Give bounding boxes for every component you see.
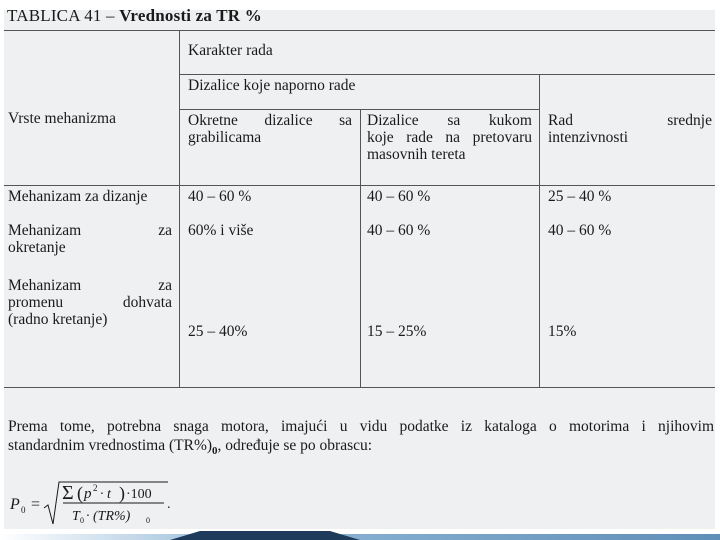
row-dohvat-name xyxy=(8,277,172,328)
formula-sum: Σ xyxy=(62,482,74,504)
row-okretanje-rad: 40 – 60 % xyxy=(548,222,612,239)
subheader-rad-line2: intenzivnosti xyxy=(548,129,629,146)
formula-den-T: T xyxy=(72,509,80,524)
formula-lhs-sub: 0 xyxy=(21,505,26,515)
subheader-rad-line1: Rad srednje xyxy=(548,112,712,129)
subheader-kuka xyxy=(367,112,532,163)
subheader-okretne-line1: Okretne dizalice sa xyxy=(188,112,352,129)
table-title xyxy=(7,6,262,26)
formula-den-tr: · (TR%) xyxy=(86,509,131,524)
formula-dot-t: · t xyxy=(100,487,111,502)
header-vrste-mehanizma: Vrste mehanizma xyxy=(8,110,116,127)
row-dohvat-name-line3: (radno kretanje) xyxy=(8,311,108,328)
row-dizanje-name: Mehanizam za dizanje xyxy=(8,188,148,205)
subheader-kuka-line3: masovnih tereta xyxy=(367,146,466,163)
paragraph-line2-sub: 0 xyxy=(212,445,218,458)
table-title-prefix: TABLICA 41 – xyxy=(7,6,120,25)
table-bottom-rule xyxy=(4,387,715,388)
formula-lhs: P xyxy=(10,496,20,513)
subheader-kuka-line2: koje rade na pretovaru xyxy=(367,129,532,146)
header-rule-karakter xyxy=(179,74,715,75)
row-dizanje-okretne: 40 – 60 % xyxy=(188,188,252,205)
formula-times100: ·100 xyxy=(126,487,152,502)
formula-end-dot: . xyxy=(167,497,171,512)
row-okretanje-kuka: 40 – 60 % xyxy=(367,222,431,239)
table-top-rule xyxy=(4,30,715,31)
row-okretanje-name-line2: okretanje xyxy=(8,239,66,256)
col-rule-1 xyxy=(179,30,180,387)
row-dohvat-kuka: 15 – 25% xyxy=(367,323,427,340)
header-dizalice-naporno: Dizalice koje naporno rade xyxy=(188,77,356,94)
formula-close-paren: ) xyxy=(119,483,125,503)
row-dohvat-rad: 15% xyxy=(548,323,577,340)
explanation-paragraph xyxy=(8,417,714,461)
paragraph-line2-pre: standardnim vrednostima (TR%) xyxy=(8,437,213,454)
subheader-okretne xyxy=(188,112,352,146)
table-title-bold: Vrednosti za TR % xyxy=(119,6,262,25)
subheader-kuka-line1: Dizalice sa kukom xyxy=(367,112,532,129)
paragraph-line1: Prema tome, potrebna snaga motora, imajući u vidu podatke iz kataloga o motorima i njihovim xyxy=(8,418,714,435)
row-dizanje-rad: 25 – 40 % xyxy=(548,188,612,205)
formula-p: p xyxy=(84,486,92,502)
row-okretanje-name-line1: Mehanizam za xyxy=(8,222,172,239)
slide-bottom-decoration xyxy=(0,531,720,540)
formula-exp: 2 xyxy=(93,483,98,493)
subheader-rad xyxy=(548,112,712,146)
power-formula xyxy=(6,478,206,530)
row-okretanje-okretne: 60% i više xyxy=(188,222,254,239)
row-okretanje-name xyxy=(8,222,172,256)
row-dohvat-name-line1: Mehanizam za xyxy=(8,277,172,294)
paragraph-line2-post: , određuje se po obrascu: xyxy=(217,437,373,454)
bottom-bar-light xyxy=(0,534,720,540)
col-rule-3 xyxy=(539,74,540,387)
formula-den-tr-sub: 0 xyxy=(146,516,150,525)
bottom-bar-dark xyxy=(170,531,360,540)
document-page xyxy=(4,6,715,529)
col-rule-2 xyxy=(360,109,361,387)
row-dohvat-name-line2: promenu dohvata xyxy=(8,294,172,311)
formula-den-sub: 0 xyxy=(80,516,84,525)
row-dizanje-kuka: 40 – 60 % xyxy=(367,188,431,205)
header-karakter-rada: Karakter rada xyxy=(188,42,273,59)
formula-equals: = xyxy=(31,496,41,513)
subheader-okretne-line2: grabilicama xyxy=(188,129,262,146)
formula-open-paren: ( xyxy=(77,483,83,503)
row-dohvat-okretne: 25 – 40% xyxy=(188,323,248,340)
header-rule-dizalice xyxy=(179,109,539,110)
